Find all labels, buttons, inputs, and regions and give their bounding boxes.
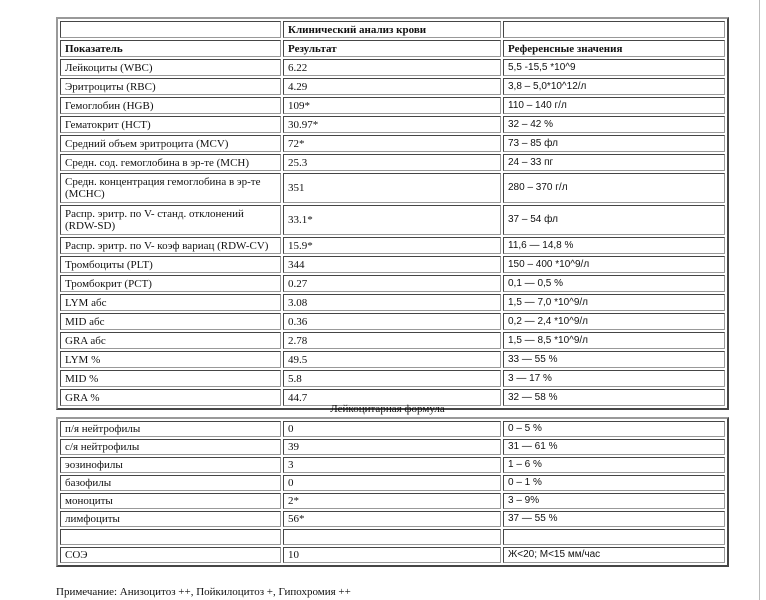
table-row xyxy=(60,439,725,455)
indicator-cell: лимфоциты xyxy=(60,511,281,527)
result-cell: 39 xyxy=(283,439,501,455)
indicator-cell: LYM абс xyxy=(60,294,281,311)
reference-cell: 3,8 – 5,0*10^12/л xyxy=(503,78,725,95)
table-row xyxy=(60,97,725,114)
table-row xyxy=(60,135,725,152)
table-row xyxy=(60,475,725,491)
reference-cell: 5,5 -15,5 *10^9 xyxy=(503,59,725,76)
table-row xyxy=(60,313,725,330)
indicator-cell: GRA абс xyxy=(60,332,281,349)
reference-cell: 150 – 400 *10^9/л xyxy=(503,256,725,273)
result-cell: 0.27 xyxy=(283,275,501,292)
indicator-cell: Тромбоциты (PLT) xyxy=(60,256,281,273)
indicator-cell: п/я нейтрофилы xyxy=(60,421,281,437)
result-cell: 0 xyxy=(283,475,501,491)
table-row xyxy=(60,154,725,171)
reference-cell: 33 — 55 % xyxy=(503,351,725,368)
indicator-cell: Лейкоциты (WBC) xyxy=(60,59,281,76)
indicator-cell: MID % xyxy=(60,370,281,387)
reference-cell: 280 – 370 г/л xyxy=(503,173,725,203)
table-row xyxy=(60,294,725,311)
indicator-cell: Гематокрит (HCT) xyxy=(60,116,281,133)
reference-cell: 110 – 140 г/л xyxy=(503,97,725,114)
result-cell: 0 xyxy=(283,421,501,437)
result-cell: 109* xyxy=(283,97,501,114)
reference-cell: 0,2 — 2,4 *10^9/л xyxy=(503,313,725,330)
empty-cell xyxy=(503,21,725,38)
table-row xyxy=(60,275,725,292)
page-edge xyxy=(759,0,760,600)
header-indicator: Показатель xyxy=(60,40,281,57)
indicator-cell: базофилы xyxy=(60,475,281,491)
result-cell: 30.97* xyxy=(283,116,501,133)
blood-test-table xyxy=(56,17,729,410)
reference-cell: 1,5 — 7,0 *10^9/л xyxy=(503,294,725,311)
result-cell: 2.78 xyxy=(283,332,501,349)
reference-cell xyxy=(503,529,725,545)
table-row xyxy=(60,116,725,133)
table-title: Клинический анализ крови xyxy=(283,21,501,38)
table-row xyxy=(60,370,725,387)
indicator-cell: Средн. сод. гемоглобина в эр-те (MCH) xyxy=(60,154,281,171)
indicator-cell xyxy=(60,529,281,545)
table-row xyxy=(60,421,725,437)
result-cell: 33.1* xyxy=(283,205,501,235)
result-cell: 49.5 xyxy=(283,351,501,368)
indicator-cell: Тромбокрит (PCT) xyxy=(60,275,281,292)
table-row xyxy=(60,457,725,473)
indicator-cell: Гемоглобин (HGB) xyxy=(60,97,281,114)
result-cell: 3 xyxy=(283,457,501,473)
reference-cell: 37 – 54 фл xyxy=(503,205,725,235)
result-cell: 25.3 xyxy=(283,154,501,171)
header-result: Результат xyxy=(283,40,501,57)
leukocyte-formula-table xyxy=(56,417,729,567)
reference-cell: 0 – 5 % xyxy=(503,421,725,437)
indicator-cell: моноциты xyxy=(60,493,281,509)
reference-cell: 37 — 55 % xyxy=(503,511,725,527)
indicator-cell: с/я нейтрофилы xyxy=(60,439,281,455)
indicator-cell: Средний объем эритроцита (MCV) xyxy=(60,135,281,152)
indicator-cell: GRA % xyxy=(60,389,281,406)
indicator-cell: Эритроциты (RBC) xyxy=(60,78,281,95)
reference-cell: 0,1 — 0,5 % xyxy=(503,275,725,292)
table-row xyxy=(60,237,725,254)
indicator-cell: Распр. эритр. по V- коэф вариац (RDW-CV) xyxy=(60,237,281,254)
note: Примечание: Анизоцитоз ++, Пойкилоцитоз +, Гипохромия ++ xyxy=(56,586,351,598)
reference-cell: 31 — 61 % xyxy=(503,439,725,455)
result-cell: 44.7 xyxy=(283,389,501,406)
formula-caption: Лейкоцитарная формула xyxy=(330,403,445,415)
indicator-cell: MID абс xyxy=(60,313,281,330)
table-row xyxy=(60,78,725,95)
indicator-cell: LYM % xyxy=(60,351,281,368)
indicator-cell: Распр. эритр. по V- станд. отклонений (RDW-SD) xyxy=(60,205,281,235)
table-row xyxy=(60,256,725,273)
reference-cell: 1,5 — 8,5 *10^9/л xyxy=(503,332,725,349)
reference-cell: 73 – 85 фл xyxy=(503,135,725,152)
table-row xyxy=(60,173,725,203)
result-cell: 72* xyxy=(283,135,501,152)
reference-cell: 24 – 33 пг xyxy=(503,154,725,171)
result-cell: 0.36 xyxy=(283,313,501,330)
header-row xyxy=(60,40,725,57)
indicator-cell: СОЭ xyxy=(60,547,281,563)
table-row xyxy=(60,547,725,563)
table-row xyxy=(60,59,725,76)
table-row xyxy=(60,351,725,368)
indicator-cell: Средн. концентрация гемоглобина в эр-те (MCHC) xyxy=(60,173,281,203)
reference-cell: 3 – 9% xyxy=(503,493,725,509)
result-cell: 3.08 xyxy=(283,294,501,311)
reference-cell: Ж<20; М<15 мм/час xyxy=(503,547,725,563)
result-cell: 10 xyxy=(283,547,501,563)
result-cell: 6.22 xyxy=(283,59,501,76)
reference-cell: 11,6 — 14,8 % xyxy=(503,237,725,254)
empty-cell xyxy=(60,21,281,38)
result-cell: 351 xyxy=(283,173,501,203)
result-cell: 5.8 xyxy=(283,370,501,387)
title-row xyxy=(60,21,725,38)
table-row xyxy=(60,493,725,509)
table-row xyxy=(60,205,725,235)
table-row xyxy=(60,529,725,545)
result-cell xyxy=(283,529,501,545)
result-cell: 56* xyxy=(283,511,501,527)
indicator-cell: эозинофилы xyxy=(60,457,281,473)
reference-cell: 32 — 58 % xyxy=(503,389,725,406)
header-reference: Референсные значения xyxy=(503,40,725,57)
result-cell: 344 xyxy=(283,256,501,273)
reference-cell: 1 – 6 % xyxy=(503,457,725,473)
result-cell: 2* xyxy=(283,493,501,509)
result-cell: 15.9* xyxy=(283,237,501,254)
result-cell: 4.29 xyxy=(283,78,501,95)
reference-cell: 3 — 17 % xyxy=(503,370,725,387)
reference-cell: 32 – 42 % xyxy=(503,116,725,133)
table-row xyxy=(60,332,725,349)
reference-cell: 0 – 1 % xyxy=(503,475,725,491)
table-row xyxy=(60,511,725,527)
